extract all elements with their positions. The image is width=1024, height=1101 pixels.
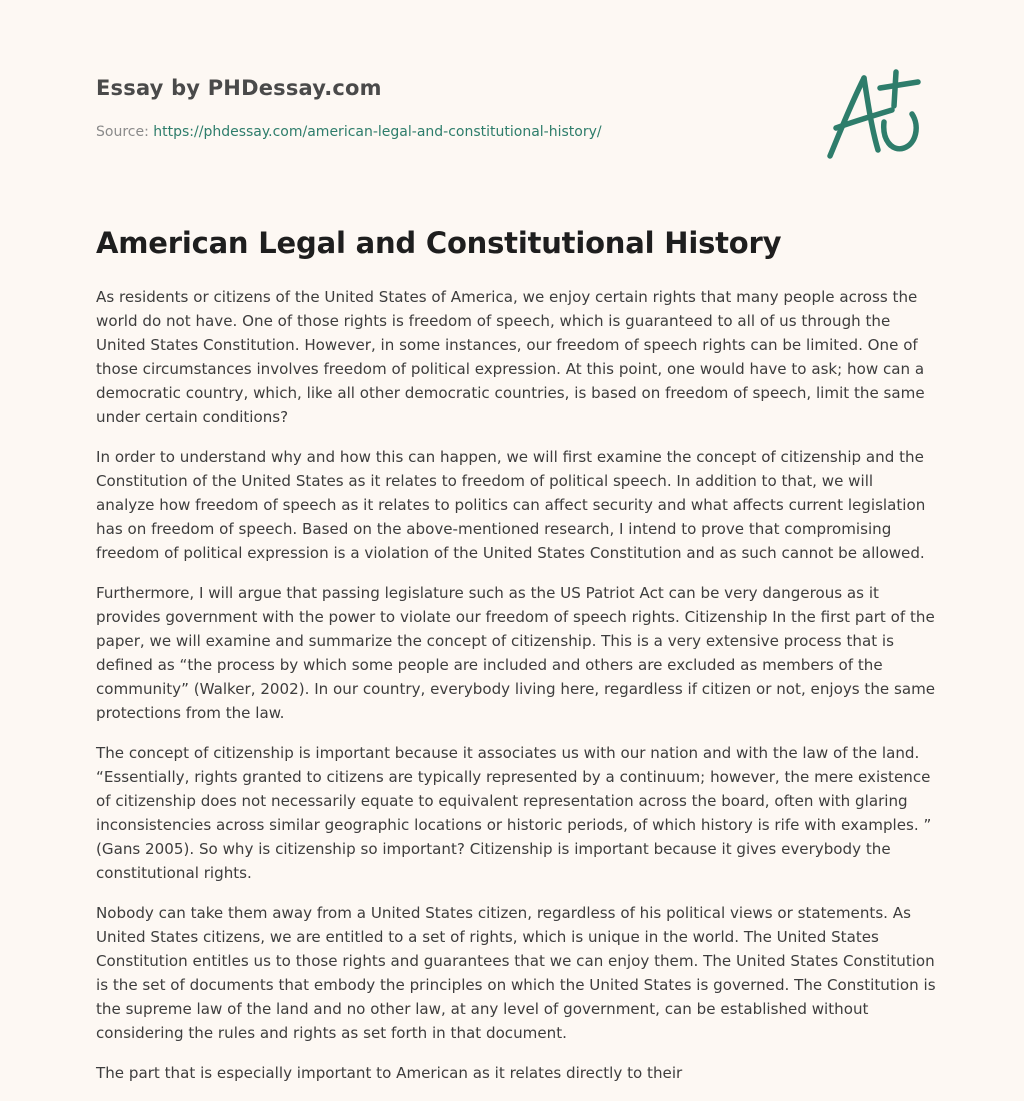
essay-paragraph: Furthermore, I will argue that passing legislature such as the US Patriot Act can be very dangerous as it provides government with the power to violate our freedom of speech rights. Citizenship In the first part of the paper, we will examine and summarize the concept of citizenship. This is a very extensive process that is defined as “the process by which some people are included and others are excluded as members of the community” (Walker, 2002). In our country, everybody living here, regardless if citizen or not, enjoys the same protections from the law. [96, 584, 936, 722]
essay-title: American Legal and Constitutional History [96, 226, 782, 260]
source-label: Source: [96, 124, 149, 140]
essay-paragraph: The part that is especially important to American as it relates directly to their [96, 1064, 683, 1082]
essay-paragraph: As residents or citizens of the United States of America, we enjoy certain rights that many people across the world do not have. One of those rights is freedom of speech, which is guaranteed to all of us through the United States Constitution. However, in some instances, our freedom of speech rights can be limited. One of those circumstances involves freedom of political expression. At this point, one would have to ask; how can a democratic country, which, like all other democratic countries, is based on freedom of speech, limit the same under certain conditions? [96, 288, 925, 426]
site-brand: Essay by PHDessay.com [96, 76, 382, 100]
source-line [96, 124, 602, 140]
essay-paragraph: The concept of citizenship is important because it associates us with our nation and with the law of the land. “Essentially, rights granted to citizens are typically represented by a continuum; however, the mere existence of citizenship does not necessarily equate to equivalent representation across the board, often with glaring inconsistencies across similar geographic locations or historic periods, of which history is rife with examples. ” (Gans 2005). So why is citizenship so important? Citizenship is important because it gives everybody the constitutional rights. [96, 744, 932, 882]
essay-body [96, 285, 936, 1101]
essay-paragraph: In order to understand why and how this can happen, we will first examine the concept of citizenship and the Constitution of the United States as it relates to freedom of political speech. In addition to that, we will analyze how freedom of speech as it relates to politics can affect security and what affects current legislation has on freedom of speech. Based on the above-mentioned research, I intend to prove that compromising freedom of political expression is a violation of the United States Constitution and as such cannot be allowed. [96, 448, 926, 562]
essay-paragraph: Nobody can take them away from a United States citizen, regardless of his political views or statements. As United States citizens, we are entitled to a set of rights, which is unique in the world. The United States Constitution entitles us to those rights and guarantees that we can enjoy them. The United States Constitution is the set of documents that embody the principles on which the United States is governed. The Constitution is the supreme law of the land and no other law, at any level of government, can be established without considering the rules and rights as set forth in that document. [96, 904, 936, 1042]
source-link[interactable]: https://phdessay.com/american-legal-and-constitutional-history/ [153, 124, 602, 140]
a-plus-icon [822, 66, 930, 166]
